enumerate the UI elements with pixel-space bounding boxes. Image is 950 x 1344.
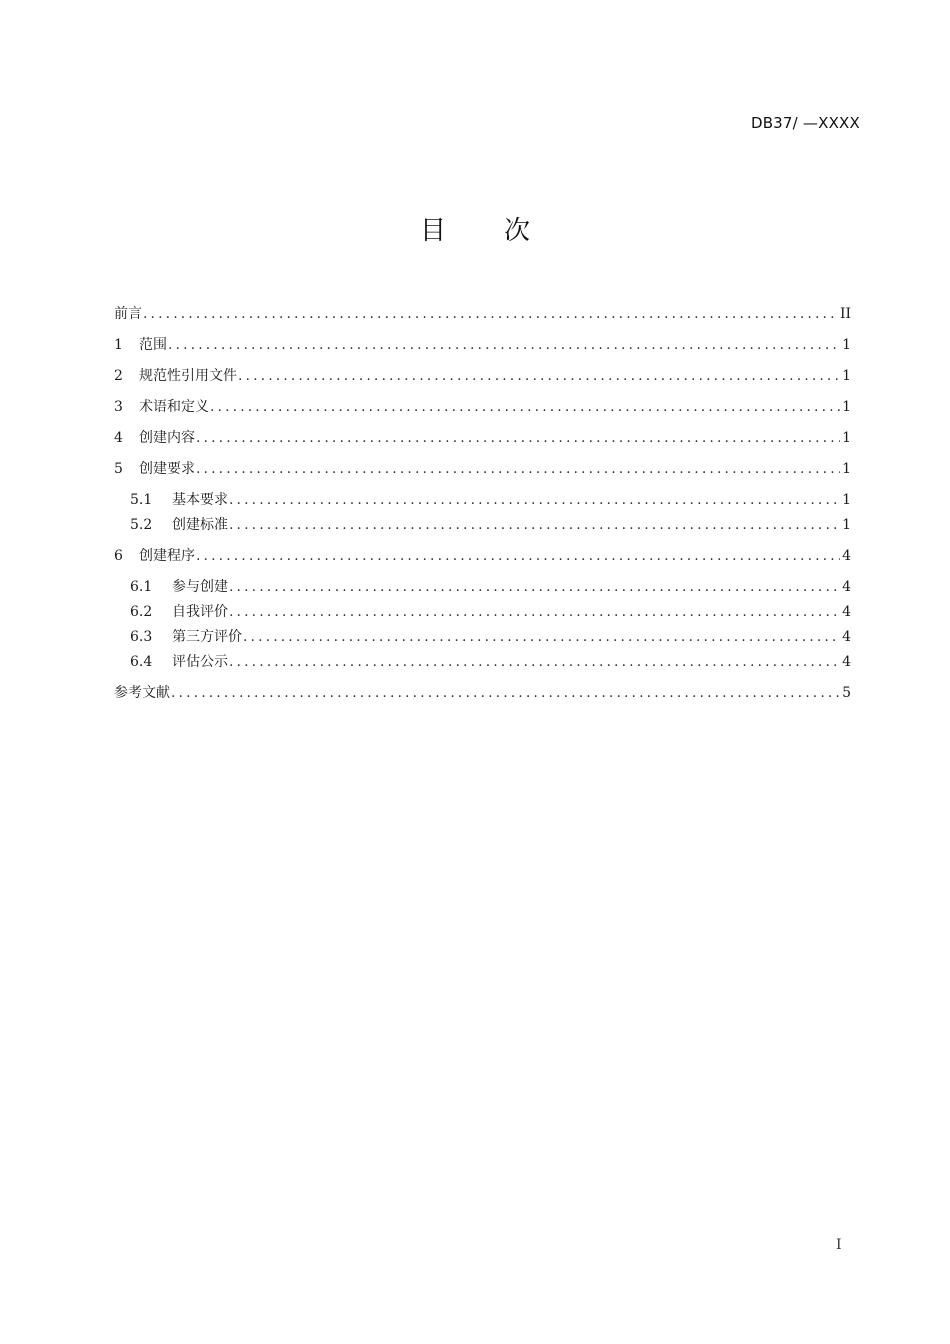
toc-entry-number: 5 (114, 461, 123, 477)
toc-entry-creation-requirements[interactable] (114, 458, 851, 480)
toc-entry-label: 创建标准 (172, 517, 228, 533)
toc-entry-number: 6.3 (130, 629, 153, 645)
toc-entry-number: 5.2 (130, 517, 153, 533)
toc-entry-page: 1 (842, 399, 851, 415)
document-code: DB37/ —XXXX (750, 114, 860, 132)
toc-entry-assessment-publicity[interactable] (114, 651, 851, 673)
toc-entry-terms-definitions[interactable] (114, 396, 851, 418)
toc-entry-number: 6.4 (130, 654, 153, 670)
toc-entry-label: 自我评价 (172, 604, 228, 620)
toc-leader-dots (196, 427, 840, 449)
toc-entry-label: 术语和定义 (139, 399, 209, 415)
toc-entry-number: 5.1 (130, 492, 153, 508)
toc-leader-dots (210, 396, 840, 418)
toc-entry-label: 基本要求 (172, 492, 228, 508)
toc-entry-self-evaluation[interactable] (114, 601, 851, 623)
toc-entry-label: 范围 (139, 337, 167, 353)
toc-entry-creation-procedure[interactable] (114, 545, 851, 567)
toc-entry-number: 3 (114, 399, 123, 415)
toc-entry-number: 6.1 (130, 579, 153, 595)
toc-leader-dots (143, 303, 838, 325)
toc-entry-bibliography[interactable] (114, 682, 851, 704)
toc-entry-number: 6 (114, 548, 123, 564)
toc-entry-page: 4 (842, 604, 851, 620)
toc-entry-page: 1 (842, 492, 851, 508)
toc-leader-dots (229, 651, 840, 673)
toc-entry-participation[interactable] (114, 576, 851, 598)
toc-entry-page: 1 (842, 517, 851, 533)
toc-entry-page: 4 (842, 548, 851, 564)
toc-entry-page: 4 (842, 579, 851, 595)
toc-entry-label: 创建程序 (139, 548, 195, 564)
toc-entry-label: 规范性引用文件 (139, 368, 237, 384)
toc-leader-dots (243, 626, 840, 648)
toc-entry-number: 2 (114, 368, 123, 384)
toc-entry-label: 第三方评价 (172, 629, 242, 645)
toc-leader-dots (196, 545, 840, 567)
toc-title: 目次 (419, 216, 588, 246)
toc-entry-page: 1 (842, 368, 851, 384)
toc-entry-page: 1 (842, 461, 851, 477)
toc-entry-number: 6.2 (130, 604, 153, 620)
toc-entry-scope[interactable] (114, 334, 851, 356)
toc-leader-dots (196, 458, 840, 480)
toc-leader-dots (229, 601, 840, 623)
toc-entry-creation-standards[interactable] (114, 514, 851, 536)
toc-entry-creation-content[interactable] (114, 427, 851, 449)
toc-entry-page: II (839, 306, 851, 322)
toc-entry-number: 4 (114, 430, 123, 446)
toc-leader-dots (229, 514, 840, 536)
toc-entry-label: 参与创建 (172, 579, 228, 595)
toc-entry-label: 前言 (114, 306, 142, 322)
toc-entry-page: 1 (842, 430, 851, 446)
toc-entry-basic-requirements[interactable] (114, 489, 851, 511)
toc-leader-dots (229, 576, 840, 598)
toc-entry-page: 4 (842, 629, 851, 645)
toc-leader-dots (229, 489, 840, 511)
toc-entry-third-party-evaluation[interactable] (114, 626, 851, 648)
toc-entry-page: 1 (842, 337, 851, 353)
toc-entry-label: 参考文献 (114, 685, 170, 701)
toc-entry-page: 5 (842, 685, 851, 701)
page-number: I (836, 1237, 842, 1253)
toc-leader-dots (238, 365, 840, 387)
toc-entry-label: 创建要求 (139, 461, 195, 477)
toc-entry-normative-references[interactable] (114, 365, 851, 387)
toc-entry-page: 4 (842, 654, 851, 670)
toc-entry-label: 评估公示 (172, 654, 228, 670)
toc-leader-dots (168, 334, 840, 356)
toc-entry-foreword[interactable] (114, 303, 851, 325)
toc-leader-dots (171, 682, 840, 704)
toc-entry-label: 创建内容 (139, 430, 195, 446)
toc-entry-number: 1 (114, 337, 123, 353)
